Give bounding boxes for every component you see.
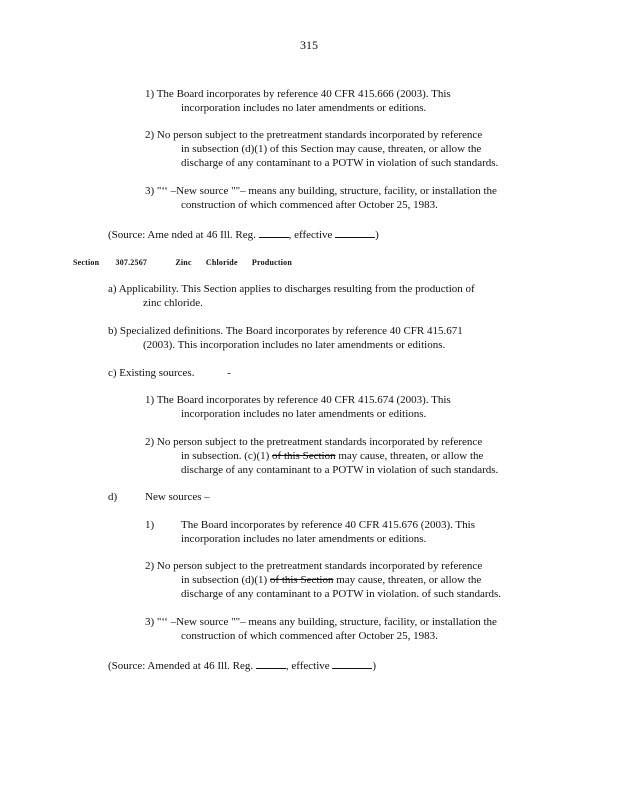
subsection-b-line-1: b) Specialized definitions. The Board incorporates by reference 40 CFR 415.671 xyxy=(108,325,463,337)
item-2-line-3: discharge of any contaminant to a POTW in violation of such standards. xyxy=(181,157,499,169)
item-2-line-2: in subsection (d)(1) of this Section may cause, threaten, or allow the xyxy=(181,143,482,155)
subsection-d-label: d) xyxy=(108,491,118,503)
d-item-3-line-2: construction of which commenced after October 25, 1983. xyxy=(181,630,438,642)
d-item-2-line-2 xyxy=(181,573,481,587)
c-item-2-text-a: in subsection. (c)(1) xyxy=(181,450,270,462)
effective-blank xyxy=(335,226,375,238)
source-note-1 xyxy=(108,226,379,242)
d-item-2-line-3: discharge of any contaminant to a POTW in violation. of such standards. xyxy=(181,588,502,600)
c-item-2-line-2 xyxy=(181,449,483,463)
page-number: 315 xyxy=(300,38,318,52)
subsection-a-line-2: zinc chloride. xyxy=(143,297,203,309)
item-2-line-1: 2) No person subject to the pretreatment standards incorporated by reference xyxy=(145,129,483,141)
c-item-2-line-1: 2) No person subject to the pretreatment standards incorporated by reference xyxy=(145,436,483,448)
d-item-2-line-1: 2) No person subject to the pretreatment standards incorporated by reference xyxy=(145,560,483,572)
section-title-word-3: Production xyxy=(251,258,292,267)
item-3-line-2: construction of which commenced after October 25, 1983. xyxy=(181,199,438,211)
section-title-word-2: Chloride xyxy=(205,258,238,267)
source-note-end: ) xyxy=(375,229,379,241)
item-3-line-1: 3) "‘‘ –New source ""– means any building, structure, facility, or installation the xyxy=(145,185,497,197)
section-number: 307.2567 xyxy=(115,258,148,267)
c-item-2-line-3: discharge of any contaminant to a POTW in violation of such standards. xyxy=(181,464,499,476)
section-label: Section xyxy=(73,258,100,267)
struck-text: of this Section xyxy=(269,574,334,586)
source-note-lead: (Source: Ame nded at 46 Ill. Reg. xyxy=(108,229,256,241)
subsection-c-heading xyxy=(108,366,231,380)
section-heading xyxy=(73,256,292,270)
effective-blank xyxy=(332,657,372,669)
source-note-lead: (Source: Amended at 46 Ill. Reg. xyxy=(108,660,254,672)
item-1-line-2: incorporation includes no later amendments or editions. xyxy=(181,102,427,114)
subsection-a-line-1: a) Applicability. This Section applies to discharges resulting from the production of xyxy=(108,283,475,295)
subsection-c-title: c) Existing sources. xyxy=(108,367,195,379)
source-note-mid: , effective xyxy=(285,660,330,672)
struck-text: of this Section xyxy=(272,450,336,462)
subsection-c-mark: - xyxy=(227,367,231,379)
d-item-2-text-a: in subsection (d)(1) xyxy=(181,574,268,586)
section-title-word-1: Zinc xyxy=(175,258,192,267)
d-item-2-text-b: may cause, threaten, or allow the xyxy=(336,574,482,586)
subsection-d-title: New sources – xyxy=(145,491,210,503)
d-item-1-line-2: incorporation includes no later amendments or editions. xyxy=(181,533,427,545)
reg-blank xyxy=(259,226,289,238)
c-item-1-line-1: 1) The Board incorporates by reference 40 CFR 415.674 (2003). This xyxy=(145,394,451,406)
item-1-line-1: 1) The Board incorporates by reference 40 CFR 415.666 (2003). This xyxy=(145,88,451,100)
d-item-1-number: 1) xyxy=(145,519,155,531)
source-note-mid: , effective xyxy=(288,229,333,241)
d-item-3-line-1: 3) "‘‘ –New source ""– means any building, structure, facility, or installation the xyxy=(145,616,497,628)
subsection-b-line-2: (2003). This incorporation includes no later amendments or editions. xyxy=(143,339,446,351)
c-item-1-line-2: incorporation includes no later amendments or editions. xyxy=(181,408,427,420)
source-note-end: ) xyxy=(372,660,377,672)
source-note-2 xyxy=(108,657,376,673)
c-item-2-text-b: may cause, threaten, or allow the xyxy=(338,450,484,462)
d-item-1-line-1: The Board incorporates by reference 40 CFR 415.676 (2003). This xyxy=(181,519,475,531)
reg-blank xyxy=(256,657,286,669)
